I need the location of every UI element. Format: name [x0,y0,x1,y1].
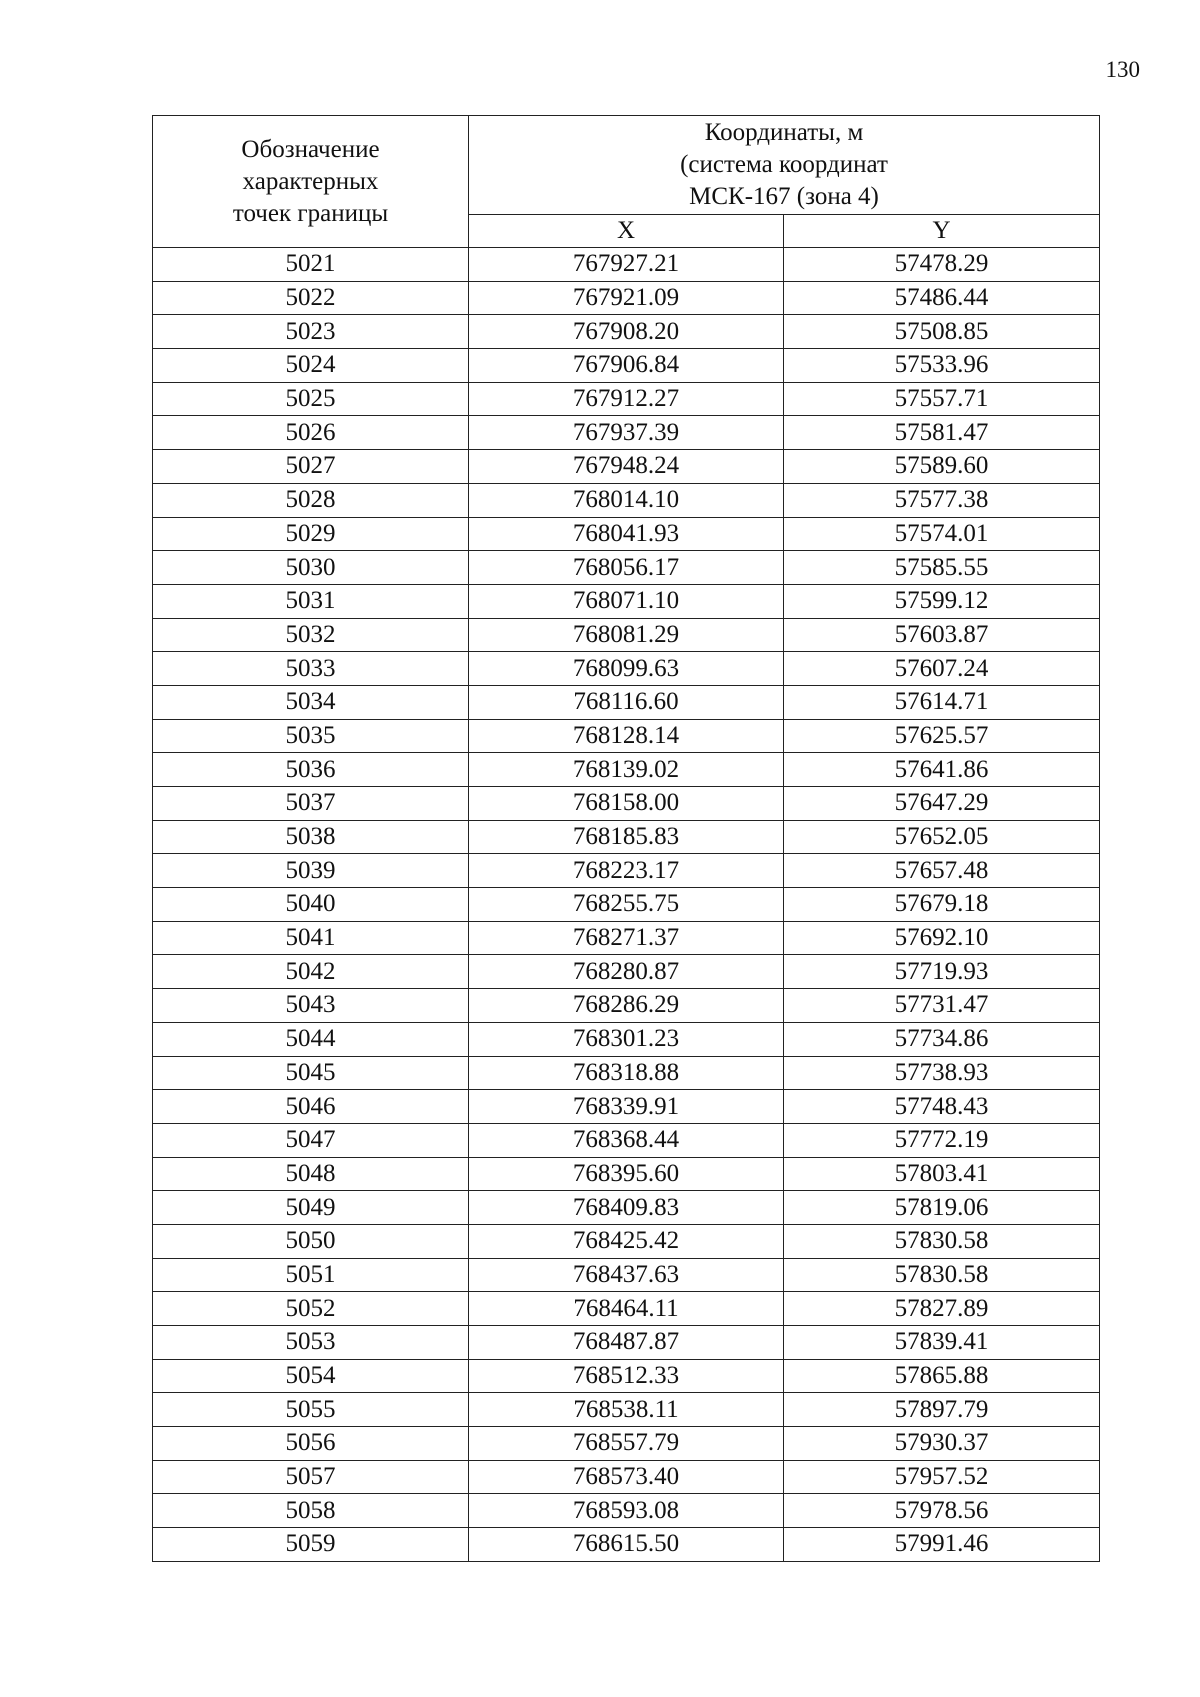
y-coordinate-cell: 57603.87 [784,618,1100,652]
table-row [153,1224,1100,1258]
point-id-cell: 5054 [153,1359,469,1393]
point-id-cell: 5058 [153,1494,469,1528]
x-coordinate-cell: 768271.37 [469,921,784,955]
y-coordinate-cell: 57625.57 [784,719,1100,753]
y-column-header: Y [784,215,1100,248]
table-row [153,416,1100,450]
x-coordinate-cell: 768318.88 [469,1056,784,1090]
point-id-cell: 5045 [153,1056,469,1090]
coordinates-header [469,116,1100,215]
designation-header-line: Обозначение [241,135,380,163]
point-id-cell: 5023 [153,315,469,349]
x-coordinate-cell: 768339.91 [469,1090,784,1124]
point-id-cell: 5039 [153,854,469,888]
table-row [153,618,1100,652]
table-row [153,450,1100,484]
y-coordinate-cell: 57533.96 [784,349,1100,383]
y-coordinate-cell: 57679.18 [784,888,1100,922]
y-coordinate-cell: 57819.06 [784,1191,1100,1225]
point-id-cell: 5028 [153,483,469,517]
point-id-cell: 5053 [153,1326,469,1360]
point-id-cell: 5026 [153,416,469,450]
table-row [153,382,1100,416]
point-id-cell: 5044 [153,1022,469,1056]
point-id-cell: 5048 [153,1157,469,1191]
x-coordinate-cell: 768425.42 [469,1224,784,1258]
coordinates-table [152,115,1100,1562]
y-coordinate-cell: 57692.10 [784,921,1100,955]
point-id-cell: 5037 [153,787,469,821]
x-coordinate-cell: 768301.23 [469,1022,784,1056]
y-coordinate-cell: 57738.93 [784,1056,1100,1090]
x-coordinate-cell: 768071.10 [469,584,784,618]
y-coordinate-cell: 57557.71 [784,382,1100,416]
y-coordinate-cell: 57957.52 [784,1460,1100,1494]
x-coordinate-cell: 768286.29 [469,989,784,1023]
y-coordinate-cell: 57772.19 [784,1123,1100,1157]
table-row [153,517,1100,551]
table-row [153,349,1100,383]
point-id-cell: 5056 [153,1427,469,1461]
x-coordinate-cell: 768615.50 [469,1528,784,1562]
x-coordinate-cell: 767906.84 [469,349,784,383]
x-coordinate-cell: 768056.17 [469,551,784,585]
x-coordinate-cell: 767927.21 [469,248,784,282]
y-coordinate-cell: 57574.01 [784,517,1100,551]
point-id-cell: 5027 [153,450,469,484]
x-coordinate-cell: 768409.83 [469,1191,784,1225]
table-row [153,989,1100,1023]
x-coordinate-cell: 768573.40 [469,1460,784,1494]
table-row [153,584,1100,618]
y-coordinate-cell: 57589.60 [784,450,1100,484]
y-coordinate-cell: 57830.58 [784,1258,1100,1292]
table-row [153,1157,1100,1191]
page-number: 130 [1105,57,1140,82]
x-coordinate-cell: 768437.63 [469,1258,784,1292]
point-id-cell: 5059 [153,1528,469,1562]
x-coordinate-cell: 767921.09 [469,281,784,315]
y-coordinate-cell: 57803.41 [784,1157,1100,1191]
x-coordinate-cell: 768158.00 [469,787,784,821]
designation-header-line: точек границы [232,199,389,227]
table-row [153,1258,1100,1292]
table-row [153,1191,1100,1225]
table-row [153,281,1100,315]
table-row [153,1326,1100,1360]
table-row [153,248,1100,282]
point-id-cell: 5034 [153,685,469,719]
point-id-cell: 5049 [153,1191,469,1225]
x-coordinate-cell: 768081.29 [469,618,784,652]
x-coordinate-cell: 768395.60 [469,1157,784,1191]
table-row [153,551,1100,585]
table-row [153,1359,1100,1393]
table-row [153,1427,1100,1461]
point-id-cell: 5025 [153,382,469,416]
x-coordinate-cell: 768593.08 [469,1494,784,1528]
x-coordinate-cell: 768099.63 [469,652,784,686]
table-body [153,248,1100,1562]
x-column-header: X [469,215,784,248]
y-coordinate-cell: 57641.86 [784,753,1100,787]
point-id-cell: 5055 [153,1393,469,1427]
point-id-cell: 5042 [153,955,469,989]
x-coordinate-cell: 768014.10 [469,483,784,517]
point-id-cell: 5051 [153,1258,469,1292]
y-coordinate-cell: 57734.86 [784,1022,1100,1056]
y-coordinate-cell: 57978.56 [784,1494,1100,1528]
point-id-cell: 5036 [153,753,469,787]
table-row [153,1393,1100,1427]
table-row [153,1090,1100,1124]
coordinates-header-line: (система координат [680,151,888,178]
x-coordinate-cell: 768487.87 [469,1326,784,1360]
point-id-cell: 5050 [153,1224,469,1258]
x-coordinate-cell: 768538.11 [469,1393,784,1427]
point-id-cell: 5024 [153,349,469,383]
x-coordinate-cell: 768223.17 [469,854,784,888]
point-id-cell: 5021 [153,248,469,282]
table-row [153,753,1100,787]
y-coordinate-cell: 57599.12 [784,584,1100,618]
y-coordinate-cell: 57508.85 [784,315,1100,349]
y-coordinate-cell: 57865.88 [784,1359,1100,1393]
point-id-cell: 5031 [153,584,469,618]
y-coordinate-cell: 57731.47 [784,989,1100,1023]
point-id-cell: 5032 [153,618,469,652]
table-row [153,1460,1100,1494]
y-coordinate-cell: 57652.05 [784,820,1100,854]
point-id-cell: 5047 [153,1123,469,1157]
point-id-cell: 5033 [153,652,469,686]
y-coordinate-cell: 57657.48 [784,854,1100,888]
x-coordinate-cell: 768255.75 [469,888,784,922]
x-coordinate-cell: 768128.14 [469,719,784,753]
table-row [153,787,1100,821]
table-row [153,652,1100,686]
y-coordinate-cell: 57614.71 [784,685,1100,719]
table-row [153,1056,1100,1090]
table-row [153,1494,1100,1528]
point-id-cell: 5057 [153,1460,469,1494]
y-coordinate-cell: 57830.58 [784,1224,1100,1258]
table-row [153,1022,1100,1056]
table-row [153,820,1100,854]
y-coordinate-cell: 57991.46 [784,1528,1100,1562]
x-coordinate-cell: 768368.44 [469,1123,784,1157]
y-coordinate-cell: 57839.41 [784,1326,1100,1360]
table-row [153,685,1100,719]
x-coordinate-cell: 767908.20 [469,315,784,349]
y-coordinate-cell: 57827.89 [784,1292,1100,1326]
point-id-cell: 5029 [153,517,469,551]
coordinates-header-line: Координаты, м [704,119,864,146]
table-row [153,315,1100,349]
designation-header [153,116,469,248]
x-coordinate-cell: 768464.11 [469,1292,784,1326]
x-coordinate-cell: 768041.93 [469,517,784,551]
point-id-cell: 5046 [153,1090,469,1124]
y-coordinate-cell: 57719.93 [784,955,1100,989]
table-header [153,116,1100,248]
point-id-cell: 5040 [153,888,469,922]
point-id-cell: 5022 [153,281,469,315]
y-coordinate-cell: 57647.29 [784,787,1100,821]
point-id-cell: 5043 [153,989,469,1023]
x-coordinate-cell: 768139.02 [469,753,784,787]
y-coordinate-cell: 57577.38 [784,483,1100,517]
coordinates-header-line: МСК-167 (зона 4) [689,183,879,210]
y-coordinate-cell: 57607.24 [784,652,1100,686]
y-coordinate-cell: 57581.47 [784,416,1100,450]
point-id-cell: 5052 [153,1292,469,1326]
table-row [153,955,1100,989]
x-coordinate-cell: 768185.83 [469,820,784,854]
x-coordinate-cell: 767937.39 [469,416,784,450]
point-id-cell: 5038 [153,820,469,854]
x-coordinate-cell: 768116.60 [469,685,784,719]
y-coordinate-cell: 57478.29 [784,248,1100,282]
table-row [153,888,1100,922]
x-coordinate-cell: 767912.27 [469,382,784,416]
y-coordinate-cell: 57930.37 [784,1427,1100,1461]
point-id-cell: 5041 [153,921,469,955]
y-coordinate-cell: 57585.55 [784,551,1100,585]
y-coordinate-cell: 57486.44 [784,281,1100,315]
table-row [153,854,1100,888]
y-coordinate-cell: 57897.79 [784,1393,1100,1427]
x-coordinate-cell: 768280.87 [469,955,784,989]
point-id-cell: 5030 [153,551,469,585]
designation-header-line: характерных [242,167,379,195]
table-row [153,1123,1100,1157]
x-coordinate-cell: 768512.33 [469,1359,784,1393]
y-coordinate-cell: 57748.43 [784,1090,1100,1124]
x-coordinate-cell: 767948.24 [469,450,784,484]
table-row [153,483,1100,517]
table-row [153,719,1100,753]
table-row [153,921,1100,955]
x-coordinate-cell: 768557.79 [469,1427,784,1461]
table-row [153,1528,1100,1562]
point-id-cell: 5035 [153,719,469,753]
table-row [153,1292,1100,1326]
